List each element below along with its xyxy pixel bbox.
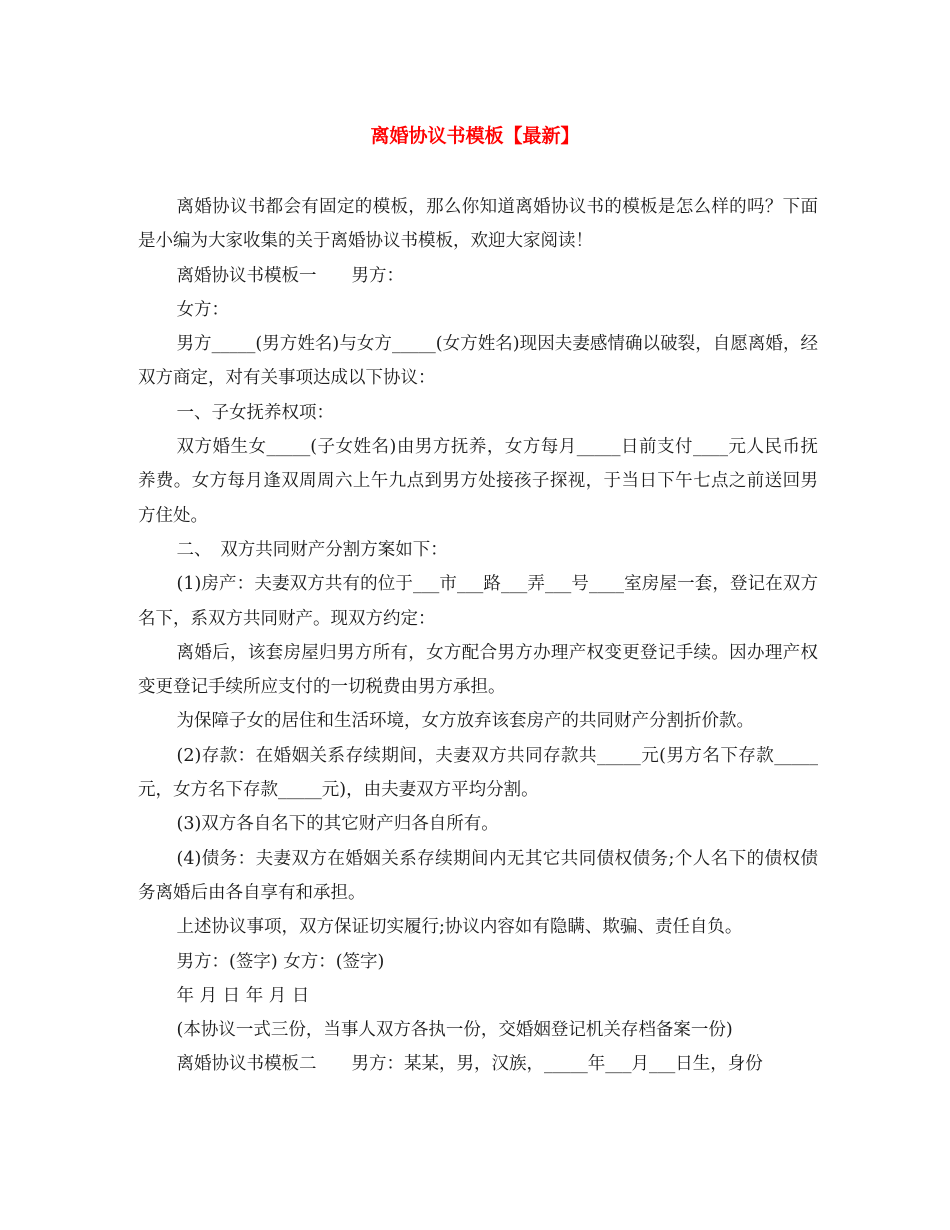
paragraph-signatures: 男方：(签字) 女方：(签字): [176, 951, 385, 972]
paragraph-copies-note: (本协议一式三份，当事人双方各执一份，交婚姻登记机关存档备案一份): [176, 1020, 733, 1041]
paragraph-female-party: 女方：: [176, 299, 229, 320]
paragraph-section-custody: 一、子女抚养权项：: [176, 402, 334, 423]
paragraph-template1-heading: 离婚协议书模板一 男方：: [176, 265, 404, 286]
paragraph-intro: 离婚协议书都会有固定的模板，那么你知道离婚协议书的模板是怎么样的吗？下面是小编为大家收集的关于离婚协议书模板，欢迎大家阅读！: [138, 197, 818, 252]
document-body: [138, 190, 818, 1082]
paragraph-guarantee: 上述协议事项，双方保证切实履行;协议内容如有隐瞒、欺骗、责任自负。: [176, 917, 743, 938]
paragraph-house-waiver: 为保障子女的居住和生活环境，女方放弃该套房产的共同财产分割折价款。: [176, 711, 754, 732]
paragraph-custody-terms: 双方婚生女_____(子女姓名)由男方抚养，女方每月_____日前支付____元人民币抚养费。女方每月逢双周周六上午九点到男方处接孩子探视，于当日下午七点之前送回男方住处。: [138, 437, 818, 526]
paragraph-section-property: 二、 双方共同财产分割方案如下：: [176, 539, 448, 560]
paragraph-property-other: (3)双方各自名下的其它财产归各自所有。: [176, 814, 499, 835]
paragraph-property-house: (1)房产：夫妻双方共有的位于___市___路___弄___号____室房屋一套，登记在双方名下，系双方共同财产。现双方约定：: [138, 574, 818, 629]
paragraph-property-debts: (4)债务：夫妻双方在婚姻关系存续期间内无其它共同债权债务;个人名下的债权债务离婚后由各自享有和承担。: [138, 848, 818, 903]
paragraph-property-deposits: (2)存款：在婚姻关系存续期间，夫妻双方共同存款共_____元(男方名下存款_____元，女方名下存款_____元)，由夫妻双方平均分割。: [138, 745, 818, 801]
paragraph-agreement-preamble: 男方_____(男方姓名)与女方_____(女方姓名)现因夫妻感情确以破裂，自愿离婚，经双方商定，对有关事项达成以下协议：: [138, 334, 818, 389]
document-title: 离婚协议书模板【最新】: [370, 125, 580, 147]
paragraph-template2-heading: 离婚协议书模板二 男方：某某，男，汉族，_____年___月___日生，身份: [176, 1054, 763, 1075]
paragraph-dates: 年 月 日 年 月 日: [176, 985, 310, 1006]
paragraph-house-after-divorce: 离婚后，该套房屋归男方所有，女方配合男方办理产权变更登记手续。因办理产权变更登记手续所应支付的一切税费由男方承担。: [138, 642, 818, 698]
